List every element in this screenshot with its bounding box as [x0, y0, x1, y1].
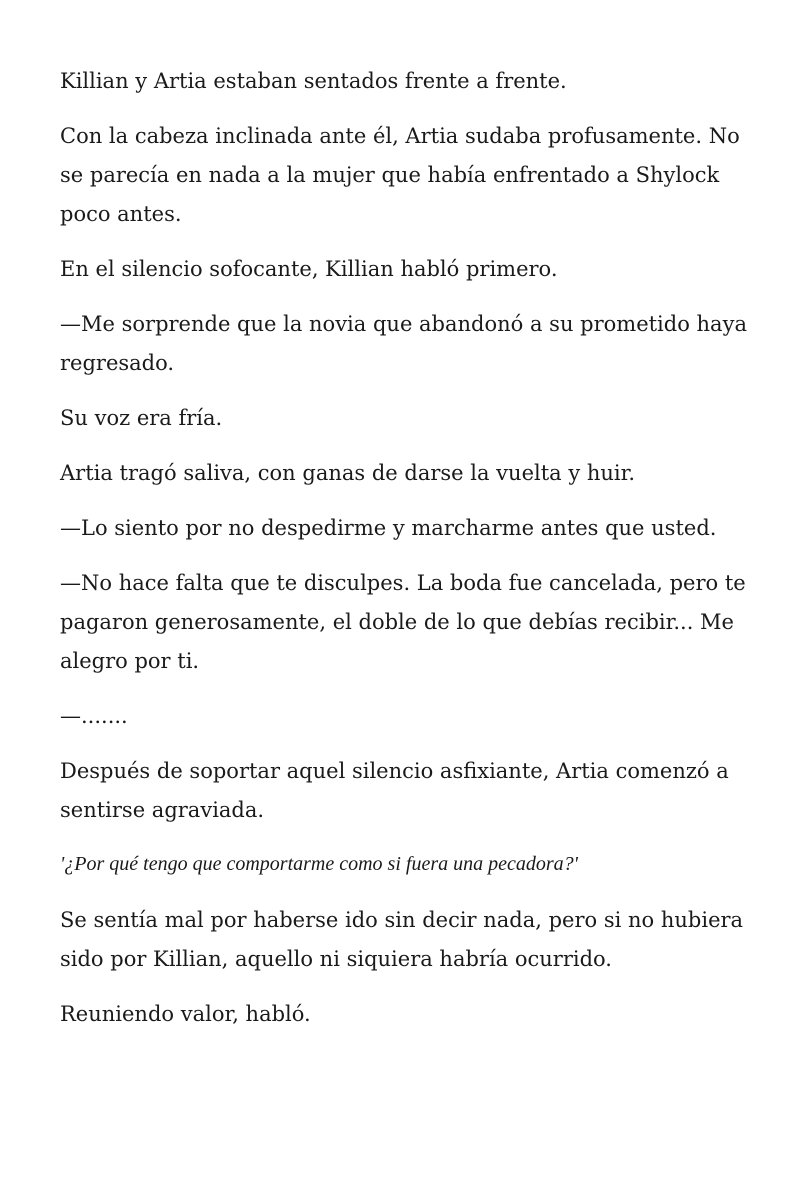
paragraph: Con la cabeza inclinada ante él, Artia sudaba profusamente. No se parecía en nada a la mujer que había enfrentado a Shylock poco antes. — [60, 124, 740, 226]
paragraph: —....... — [60, 704, 128, 728]
paragraph: Después de soportar aquel silencio asfixiante, Artia comenzó a sentirse agraviada. — [60, 759, 729, 822]
paragraph: En el silencio sofocante, Killian habló primero. — [60, 257, 558, 281]
paragraph: Reuniendo valor, habló. — [60, 1002, 311, 1026]
paragraph: Artia tragó saliva, con ganas de darse la vuelta y huir. — [60, 461, 636, 485]
paragraph: —No hace falta que te disculpes. La boda fue cancelada, pero te pagaron generosamente, el doble de lo que debías recibir... Me alegro por ti. — [60, 571, 746, 673]
inner-thought: '¿Por qué tengo que comportarme como si fuera una pecadora?' — [60, 853, 578, 875]
paragraph: Killian y Artia estaban sentados frente a frente. — [60, 69, 567, 93]
paragraph: —Lo siento por no despedirme y marcharme antes que usted. — [60, 516, 717, 540]
paragraph: —Me sorprende que la novia que abandonó a su prometido haya regresado. — [60, 312, 747, 375]
paragraph: Se sentía mal por haberse ido sin decir nada, pero si no hubiera sido por Killian, aquello ni siquiera habría ocurrido. — [60, 908, 744, 971]
document-page — [60, 62, 750, 1050]
paragraph: Su voz era fría. — [60, 406, 223, 430]
